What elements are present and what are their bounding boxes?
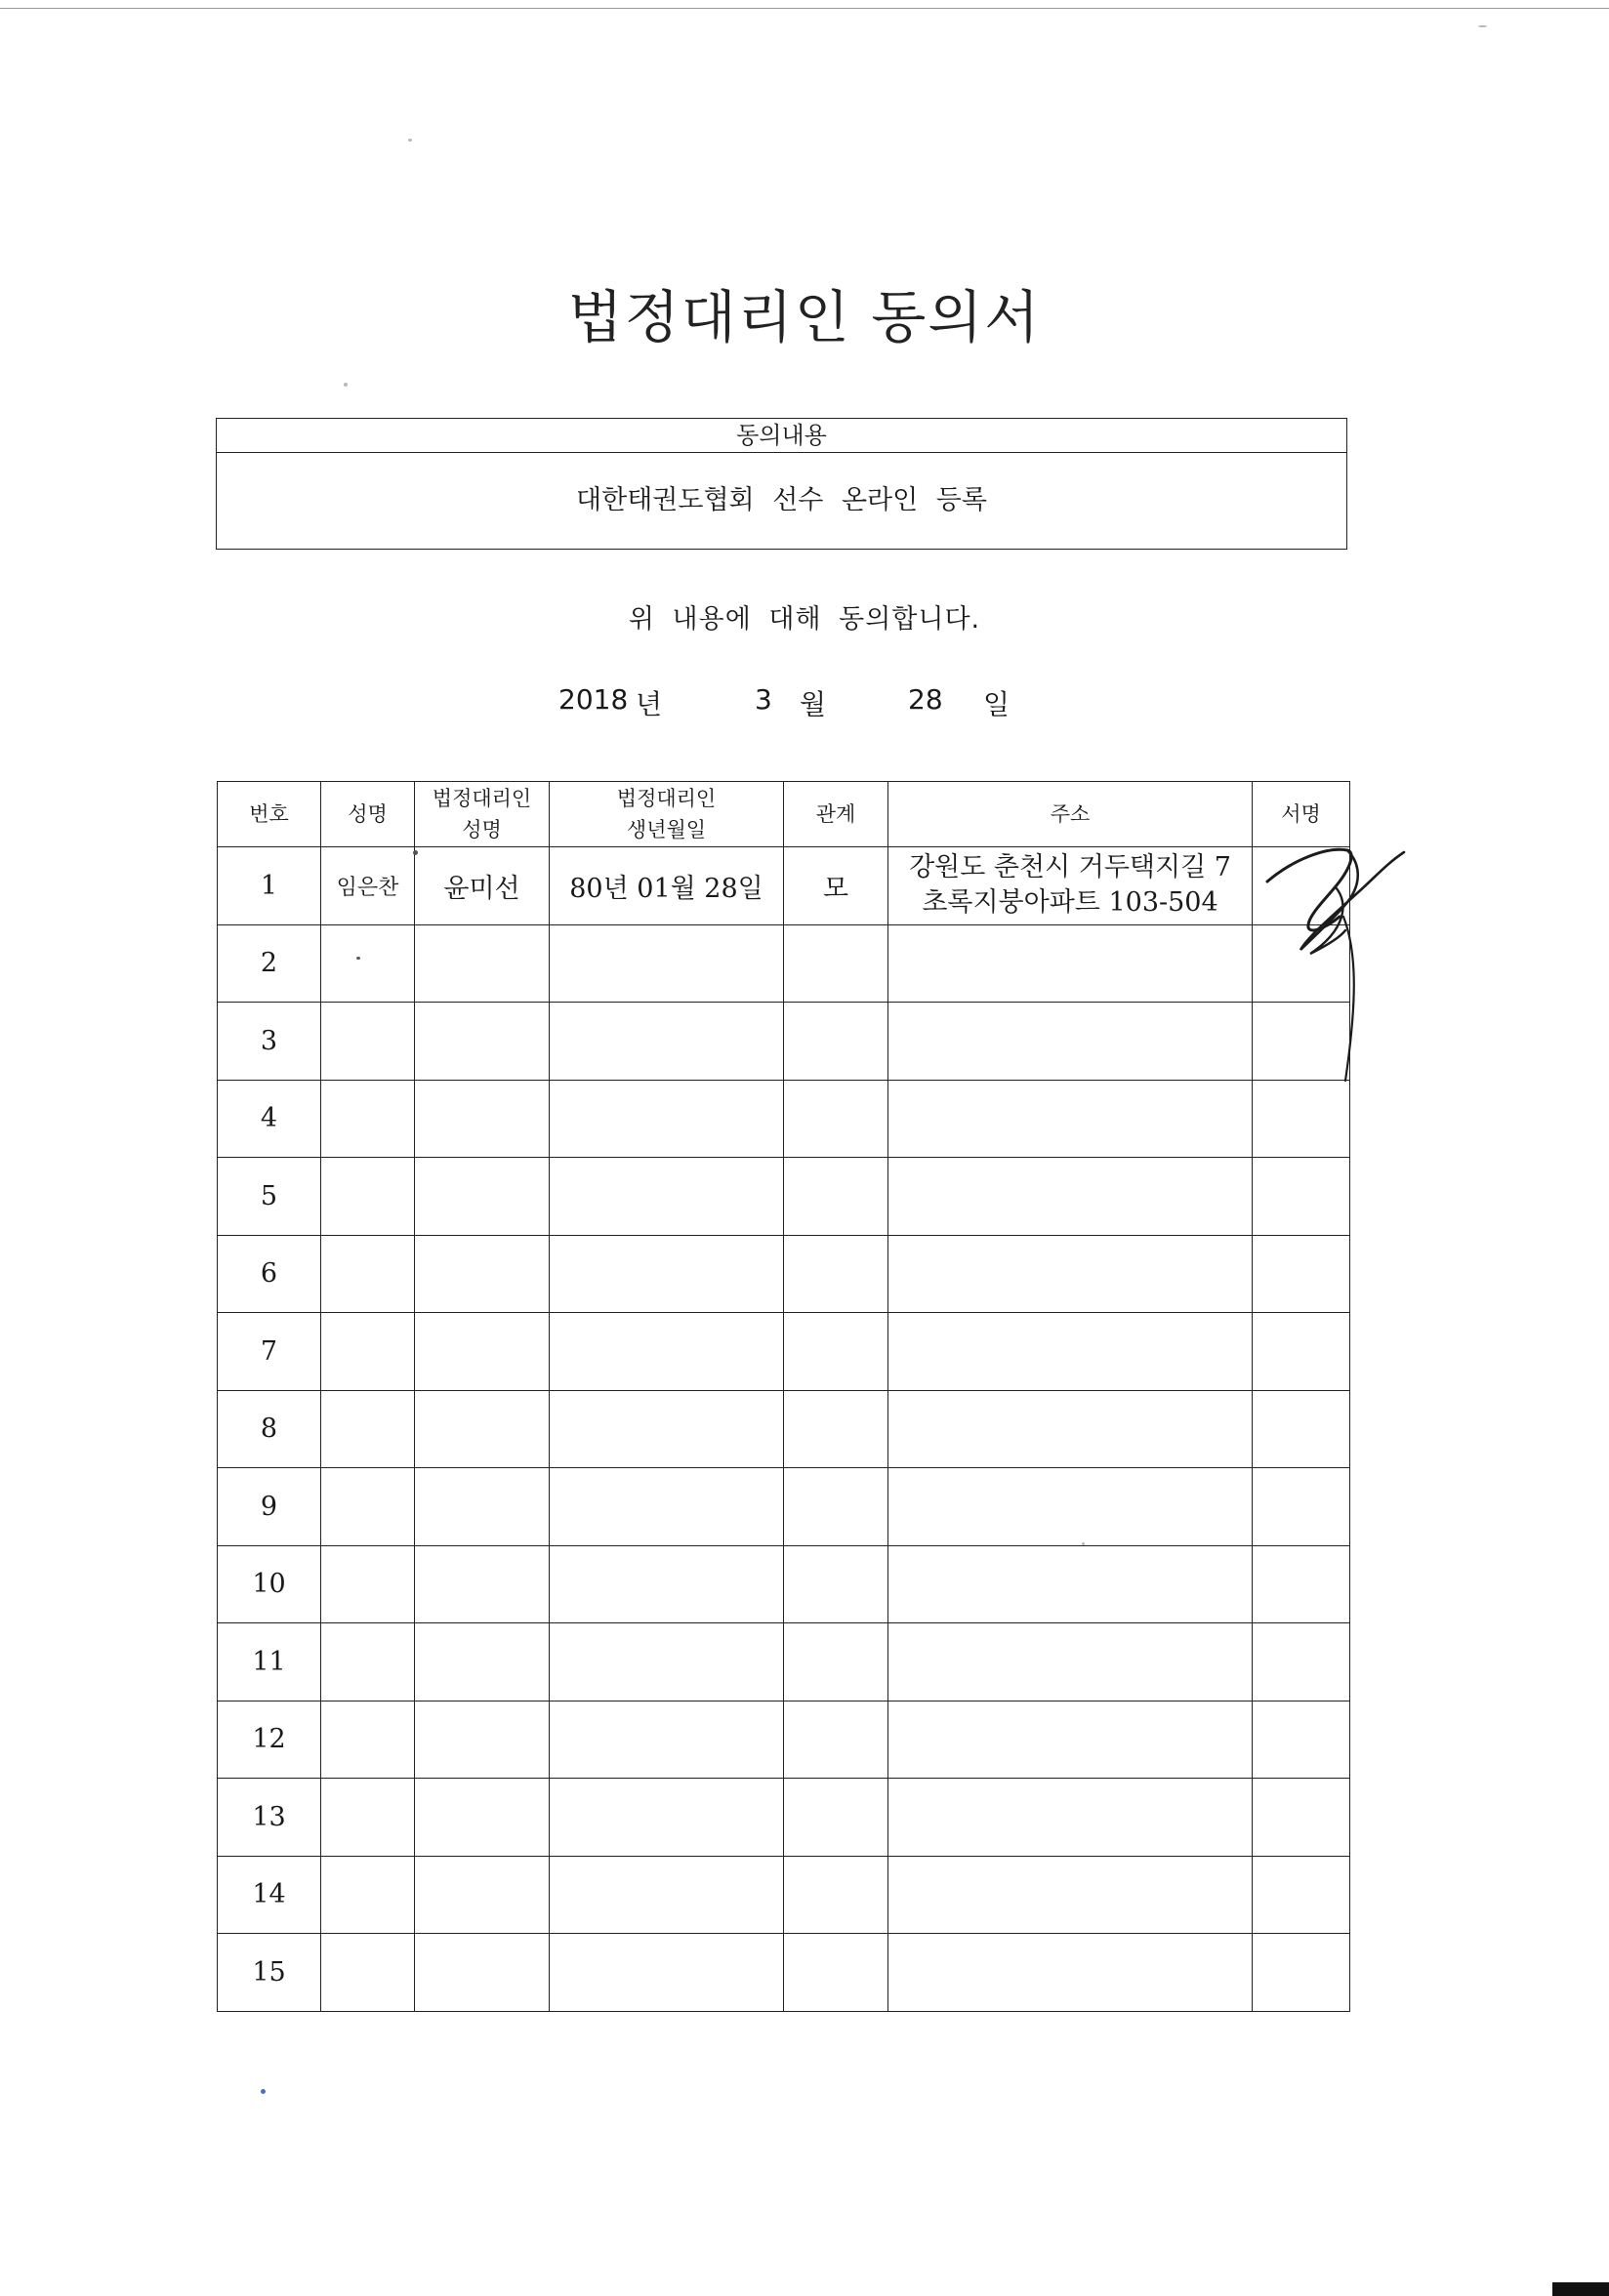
cell-no: 7 bbox=[218, 1313, 321, 1391]
cell-name bbox=[321, 1158, 415, 1236]
cell-relation bbox=[784, 1313, 888, 1391]
cell-guardian-birth bbox=[550, 1623, 784, 1702]
cell-name bbox=[321, 1235, 415, 1313]
cell-relation bbox=[784, 1003, 888, 1081]
header-guardian-name bbox=[415, 782, 550, 847]
scan-edge-line bbox=[0, 8, 1609, 9]
consent-box bbox=[216, 418, 1347, 550]
cell-name bbox=[321, 1390, 415, 1468]
cell-signature bbox=[1253, 1856, 1350, 1934]
cell-no: 1 bbox=[218, 847, 321, 925]
cell-guardian-birth bbox=[550, 1468, 784, 1546]
date-month-unit: 월 bbox=[800, 688, 827, 720]
cell-relation bbox=[784, 1158, 888, 1236]
cell-no: 4 bbox=[218, 1080, 321, 1158]
cell-guardian-name bbox=[415, 1003, 550, 1081]
header-no: 번호 bbox=[218, 782, 321, 847]
cell-address bbox=[888, 1779, 1253, 1857]
pen-mark bbox=[356, 957, 360, 960]
cell-relation bbox=[784, 924, 888, 1003]
cell-address bbox=[888, 1545, 1253, 1623]
cell-signature bbox=[1253, 1934, 1350, 2012]
pen-mark bbox=[413, 850, 418, 855]
cell-relation bbox=[784, 1545, 888, 1623]
header-relation: 관계 bbox=[784, 782, 888, 847]
cell-guardian-name bbox=[415, 1856, 550, 1934]
cell-name bbox=[321, 1623, 415, 1702]
scan-speck bbox=[408, 139, 412, 142]
cell-no: 3 bbox=[218, 1003, 321, 1081]
consent-header: 동의내용 bbox=[217, 419, 1346, 453]
table-header-row bbox=[218, 782, 1350, 847]
date-year: 2018 bbox=[558, 683, 629, 716]
table-row bbox=[218, 1235, 1350, 1313]
cell-guardian-name bbox=[415, 1390, 550, 1468]
cell-no: 9 bbox=[218, 1468, 321, 1546]
cell-no: 6 bbox=[218, 1235, 321, 1313]
cell-guardian-birth bbox=[550, 1701, 784, 1779]
table-row bbox=[218, 1158, 1350, 1236]
cell-guardian-birth bbox=[550, 924, 784, 1003]
table-row bbox=[218, 1390, 1350, 1468]
address-address-line2: 초록지붕아파트 103-504 bbox=[922, 887, 1218, 919]
cell-address bbox=[888, 1390, 1253, 1468]
cell-no: 12 bbox=[218, 1701, 321, 1779]
cell-guardian-name bbox=[415, 1779, 550, 1857]
cell-name bbox=[321, 1701, 415, 1779]
cell-relation: 모 bbox=[784, 847, 888, 925]
cell-no: 10 bbox=[218, 1545, 321, 1623]
cell-address bbox=[888, 847, 1253, 925]
cell-address bbox=[888, 1003, 1253, 1081]
cell-no: 13 bbox=[218, 1779, 321, 1857]
cell-guardian-name: 윤미선 bbox=[415, 847, 550, 925]
cell-guardian-birth bbox=[550, 1545, 784, 1623]
header-guardian-name-line2: 성명 bbox=[462, 818, 502, 841]
cell-name bbox=[321, 1003, 415, 1081]
cell-guardian-name bbox=[415, 1313, 550, 1391]
cell-no: 2 bbox=[218, 924, 321, 1003]
cell-guardian-birth bbox=[550, 1158, 784, 1236]
cell-name bbox=[321, 1545, 415, 1623]
cell-name bbox=[321, 924, 415, 1003]
header-address: 주소 bbox=[888, 782, 1253, 847]
scan-speck bbox=[261, 2089, 266, 2094]
cell-guardian-birth bbox=[550, 1313, 784, 1391]
cell-no: 15 bbox=[218, 1934, 321, 2012]
cell-address bbox=[888, 1235, 1253, 1313]
cell-guardian-name bbox=[415, 1158, 550, 1236]
cell-guardian-birth bbox=[550, 1390, 784, 1468]
date-day: 28 bbox=[908, 683, 943, 716]
cell-guardian-name bbox=[415, 1468, 550, 1546]
cell-signature bbox=[1253, 1158, 1350, 1236]
cell-guardian-birth: 80년 01월 28일 bbox=[550, 847, 784, 925]
cell-name bbox=[321, 1468, 415, 1546]
cell-relation bbox=[784, 1468, 888, 1546]
header-guardian-name-line1: 법정대리인 bbox=[432, 787, 532, 810]
cell-name bbox=[321, 1080, 415, 1158]
table-row bbox=[218, 1545, 1350, 1623]
cell-signature bbox=[1253, 1779, 1350, 1857]
scan-speck bbox=[344, 383, 348, 387]
cell-guardian-birth bbox=[550, 1934, 784, 2012]
cell-no: 14 bbox=[218, 1856, 321, 1934]
header-guardian-birth-line1: 법정대리인 bbox=[616, 787, 717, 810]
cell-name bbox=[321, 1313, 415, 1391]
cell-signature bbox=[1253, 1235, 1350, 1313]
table-row bbox=[218, 924, 1350, 1003]
cell-no: 11 bbox=[218, 1623, 321, 1702]
cell-signature bbox=[1253, 1623, 1350, 1702]
agree-statement: 위 내용에 대해 동의합니다. bbox=[628, 604, 981, 635]
table-row bbox=[218, 1934, 1350, 2012]
cell-address bbox=[888, 1701, 1253, 1779]
table-row bbox=[218, 1623, 1350, 1702]
cell-guardian-name bbox=[415, 1080, 550, 1158]
cell-relation bbox=[784, 1934, 888, 2012]
cell-signature bbox=[1253, 1390, 1350, 1468]
table-row bbox=[218, 1468, 1350, 1546]
cell-relation bbox=[784, 1080, 888, 1158]
cell-address bbox=[888, 1623, 1253, 1702]
table-row bbox=[218, 1701, 1350, 1779]
handwritten-signature bbox=[1250, 835, 1416, 1088]
header-guardian-birth bbox=[550, 782, 784, 847]
cell-address bbox=[888, 1080, 1253, 1158]
cell-guardian-birth bbox=[550, 1779, 784, 1857]
cell-guardian-name bbox=[415, 1701, 550, 1779]
cell-address bbox=[888, 1468, 1253, 1546]
cell-no: 8 bbox=[218, 1390, 321, 1468]
cell-relation bbox=[784, 1623, 888, 1702]
table-row bbox=[218, 1080, 1350, 1158]
table-row bbox=[218, 1313, 1350, 1391]
cell-relation bbox=[784, 1701, 888, 1779]
table-row bbox=[218, 1856, 1350, 1934]
cell-guardian-name bbox=[415, 1545, 550, 1623]
cell-name bbox=[321, 1779, 415, 1857]
cell-guardian-birth bbox=[550, 1856, 784, 1934]
cell-name: 임은찬 bbox=[321, 847, 415, 925]
address-address-line1: 강원도 춘천시 거두택지길 7 bbox=[909, 852, 1231, 883]
document-title: 법정대리인 동의서 bbox=[567, 284, 1042, 350]
cell-signature bbox=[1253, 1545, 1350, 1623]
cell-guardian-name bbox=[415, 1934, 550, 2012]
cell-address bbox=[888, 924, 1253, 1003]
cell-relation bbox=[784, 1779, 888, 1857]
cell-address bbox=[888, 1313, 1253, 1391]
cell-guardian-name bbox=[415, 1623, 550, 1702]
consent-text: 대한태권도협회 선수 온라인 등록 bbox=[576, 485, 987, 515]
cell-address bbox=[888, 1856, 1253, 1934]
cell-guardian-name bbox=[415, 1235, 550, 1313]
cell-signature bbox=[1253, 1701, 1350, 1779]
header-name: 성명 bbox=[321, 782, 415, 847]
cell-guardian-birth bbox=[550, 1235, 784, 1313]
scan-speck bbox=[1478, 25, 1487, 27]
cell-signature bbox=[1253, 1468, 1350, 1546]
header-signature: 서명 bbox=[1253, 782, 1350, 847]
cell-guardian-name bbox=[415, 924, 550, 1003]
table-row bbox=[218, 1003, 1350, 1081]
guardian-table bbox=[217, 781, 1350, 2012]
cell-relation bbox=[784, 1390, 888, 1468]
cell-guardian-birth bbox=[550, 1080, 784, 1158]
header-guardian-birth-line2: 생년월일 bbox=[626, 818, 707, 841]
cell-guardian-birth bbox=[550, 1003, 784, 1081]
cell-relation bbox=[784, 1235, 888, 1313]
table-row bbox=[218, 1779, 1350, 1857]
cell-address bbox=[888, 1934, 1253, 2012]
cell-signature bbox=[1253, 1080, 1350, 1158]
cell-signature bbox=[1253, 1313, 1350, 1391]
date-month: 3 bbox=[755, 683, 772, 716]
cell-address bbox=[888, 1158, 1253, 1236]
cell-relation bbox=[784, 1856, 888, 1934]
date-year-unit: 년 bbox=[636, 688, 663, 720]
scan-corner-mark bbox=[1552, 2282, 1609, 2296]
table-row bbox=[218, 847, 1350, 925]
cell-name bbox=[321, 1934, 415, 2012]
cell-name bbox=[321, 1856, 415, 1934]
cell-no: 5 bbox=[218, 1158, 321, 1236]
date-day-unit: 일 bbox=[983, 688, 1011, 720]
